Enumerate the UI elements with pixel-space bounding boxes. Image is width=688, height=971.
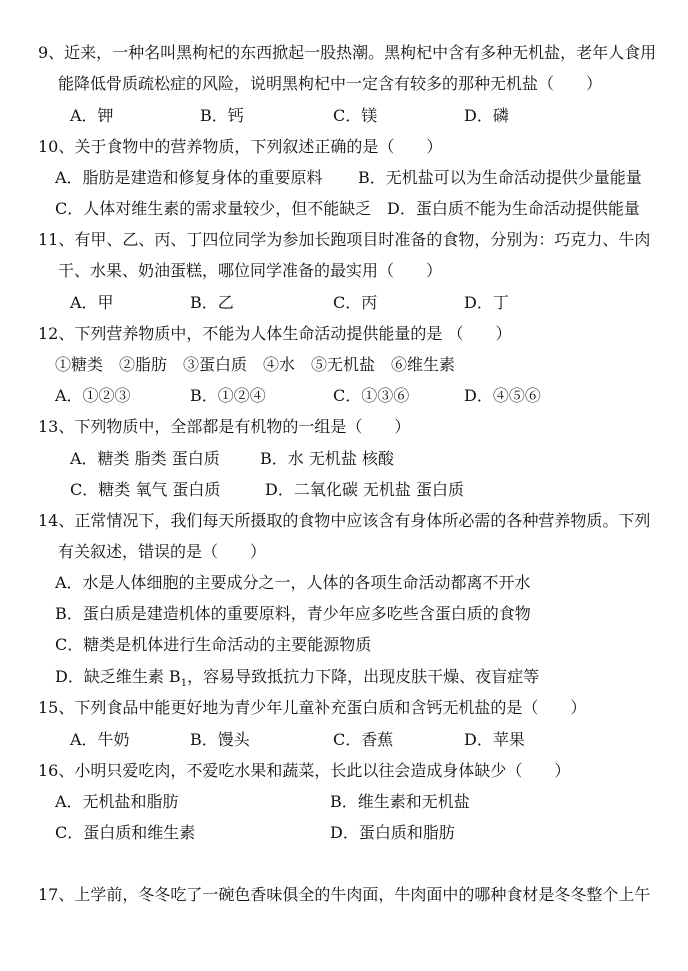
q9-option-a: A．钾 [70, 106, 114, 125]
q14-stem-line1: 14、正常情况下，我们每天所摄取的食物中应该含有身体所必需的各种营养物质。下列 [38, 511, 651, 530]
q14-option-d [55, 666, 539, 688]
q12-items: ①糖类 ②脂肪 ③蛋白质 ④水 ⑤无机盐 ⑥维生素 [55, 355, 456, 374]
q11-stem-line1: 11、有甲、乙、丙、丁四位同学为参加长跑项目时准备的食物，分别为：巧克力、牛肉 [38, 230, 651, 249]
q16-option-a: A．无机盐和脂肪 [55, 792, 179, 811]
q11-stem-line2: 干、水果、奶油蛋糕，哪位同学准备的最实用（ ） [58, 261, 443, 280]
q13-option-d: D．二氧化碳 无机盐 蛋白质 [265, 480, 465, 499]
q10-stem: 10、关于食物中的营养物质，下列叙述正确的是（ ） [38, 137, 443, 156]
q12-option-a: A．①②③ [55, 386, 131, 405]
q17-stem-line1: 17、上学前，冬冬吃了一碗色香味俱全的牛肉面，牛肉面中的哪种食材是冬冬整个上午 [38, 885, 651, 904]
q9-stem-line1: 9、近来，一种名叫黑枸杞的东西掀起一股热潮。黑枸杞中含有多种无机盐，老年人食用 [38, 43, 657, 62]
q14-option-c: C．糖类是机体进行生命活动的主要能源物质 [55, 635, 372, 654]
q14-option-b: B．蛋白质是建造机体的重要原料，青少年应多吃些含蛋白质的食物 [55, 604, 531, 623]
q15-option-c: C．香蕉 [333, 730, 394, 749]
q14-option-d-text: D．缺乏维生素 B [55, 667, 181, 686]
q9-option-c: C．镁 [333, 106, 378, 125]
q11-option-c: C．丙 [333, 293, 378, 312]
q14-option-d-text-rest: ，容易导致抵抗力下降，出现皮肤干燥、夜盲症等 [187, 667, 540, 686]
q10-option-b: B．无机盐可以为生命活动提供少量能量 [358, 168, 642, 187]
q14-option-d-subscript: 1 [180, 678, 188, 690]
q9-stem-line2: 能降低骨质疏松症的风险，说明黑枸杞中一定含有较多的那种无机盐（ ） [58, 74, 603, 93]
q12-option-d: D．④⑤⑥ [464, 386, 541, 405]
q10-option-a: A．脂肪是建造和修复身体的重要原料 [55, 168, 323, 187]
q16-option-c: C．蛋白质和维生素 [55, 823, 196, 842]
q13-option-b: B．水 无机盐 核酸 [260, 449, 394, 468]
q12-option-c: C．①③⑥ [333, 386, 410, 405]
q14-option-a: A．水是人体细胞的主要成分之一，人体的各项生命活动都离不开水 [55, 573, 531, 592]
q15-stem: 15、下列食品中能更好地为青少年儿童补充蛋白质和含钙无机盐的是（ ） [38, 698, 587, 717]
q15-option-a: A．牛奶 [70, 730, 130, 749]
q11-option-d: D．丁 [464, 293, 509, 312]
q16-option-b: B．维生素和无机盐 [330, 792, 470, 811]
q13-option-a: A．糖类 脂类 蛋白质 [70, 449, 220, 468]
q9-option-b: B．钙 [200, 106, 244, 125]
q16-option-d: D．蛋白质和脂肪 [330, 823, 455, 842]
q16-stem: 16、小明只爱吃肉，不爱吃水果和蔬菜，长此以往会造成身体缺少（ ） [38, 761, 571, 780]
q12-stem: 12、下列营养物质中，不能为人体生命活动提供能量的是 （ ） [38, 324, 512, 343]
q9-option-d: D．磷 [464, 106, 509, 125]
q14-stem-line2: 有关叙述，错误的是（ ） [58, 542, 267, 561]
q10-option-d: D．蛋白质不能为生命活动提供能量 [387, 199, 640, 218]
q11-option-a: A．甲 [70, 293, 114, 312]
q13-option-c: C．糖类 氧气 蛋白质 [70, 480, 221, 499]
q12-option-b: B．①②④ [190, 386, 266, 405]
q11-option-b: B．乙 [190, 293, 234, 312]
q15-option-b: B．馒头 [190, 730, 250, 749]
q13-stem: 13、下列物质中，全部都是有机物的一组是（ ） [38, 417, 411, 436]
q10-option-c: C．人体对维生素的需求量较少，但不能缺乏 [55, 199, 372, 218]
q15-option-d: D．苹果 [464, 730, 525, 749]
